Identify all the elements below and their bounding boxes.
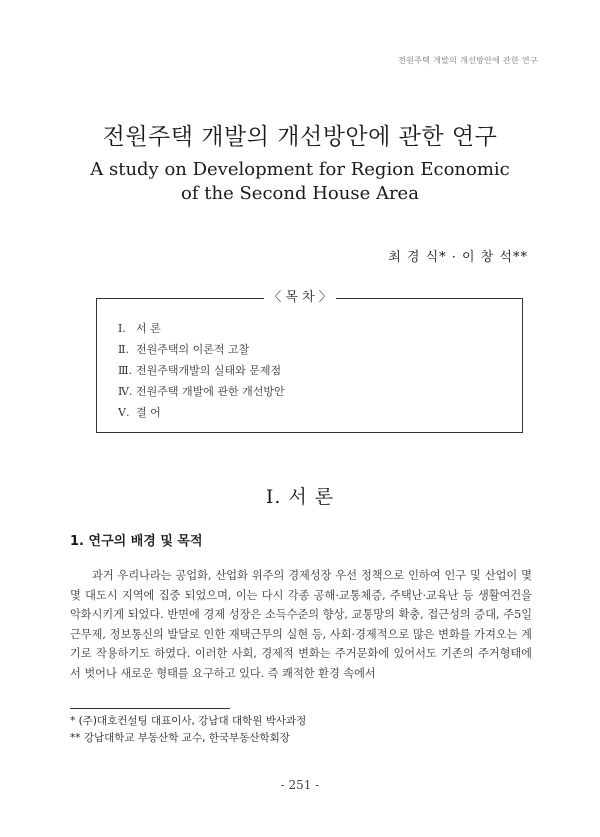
authors: 최 경 식* · 이 창 석** [388, 250, 528, 265]
paper-title-english [0, 158, 600, 206]
section-title: Ⅰ. 서 론 [265, 486, 335, 508]
toc-heading-label: 〈 목 차 〉 [264, 290, 336, 305]
toc-item-label: 전원주택의 이론적 고찰 [136, 343, 250, 356]
paper-title-english-line2: of the Second House Area [181, 183, 419, 204]
toc-item [118, 402, 285, 423]
paper-title-english-line1: A study on Development for Region Economic [90, 159, 510, 180]
paper-title-korean: 전원주택 개발의 개선방안에 관한 연구 [102, 124, 498, 150]
toc-item [118, 318, 285, 339]
footnote-divider [70, 708, 230, 709]
toc-list [118, 318, 285, 423]
footnotes [70, 713, 306, 747]
footnote: ** 강남대학교 부동산학 교수, 한국부동산학회장 [70, 732, 290, 744]
body-text [70, 566, 532, 683]
page-number: - 251 - [280, 778, 320, 792]
toc-item-number: Ⅰ. [118, 322, 126, 335]
toc-item-number: Ⅲ. [118, 364, 133, 377]
toc-heading [0, 286, 600, 305]
toc-item-number: Ⅳ. [118, 385, 133, 398]
toc-item [118, 381, 285, 402]
toc-item [118, 339, 285, 360]
toc-item-label: 결 어 [136, 406, 161, 419]
running-head: 전원주택 개발의 개선방안에 관한 연구 [398, 56, 538, 65]
toc-item-label: 서 론 [136, 322, 161, 335]
toc-item-label: 전원주택 개발에 관한 개선방안 [136, 385, 285, 398]
toc-item-label: 전원주택개발의 실태와 문제점 [136, 364, 282, 377]
toc-item-number: Ⅴ. [118, 406, 130, 419]
toc-item [118, 360, 285, 381]
body-paragraph: 과거 우리나라는 공업화, 산업화 위주의 경제성장 우선 정책으로 인하여 인구 및 산업이 몇몇 대도시 지역에 집중 되었으며, 이는 다시 각종 공해·교통체증, 주택난·교육난 등 생활여건을 악화시키게 되었다. 반면에 경제 성장은 소득수준의 향상, 교통망의 확충, 접근성의 증대, 주5일 근무제, 정보통신의 발달로 인한 재택근무의 실현 등, 사회·경제적으로 많은 변화를 가져오는 계기로 작용하기도 하였다. 이러한 사회, 경제적 변화는 주거문화에 있어서도 기존의 주거형태에서 벗어나 새로운 형태를 요구하고 있다. 즉 쾌적한 환경 속에서 [70, 569, 532, 680]
toc-item-number: Ⅱ. [118, 343, 129, 356]
footnote: * (주)대호컨설팅 대표이사, 강남대 대학원 박사과정 [70, 715, 307, 727]
subsection-title: 1. 연구의 배경 및 목적 [70, 534, 203, 549]
